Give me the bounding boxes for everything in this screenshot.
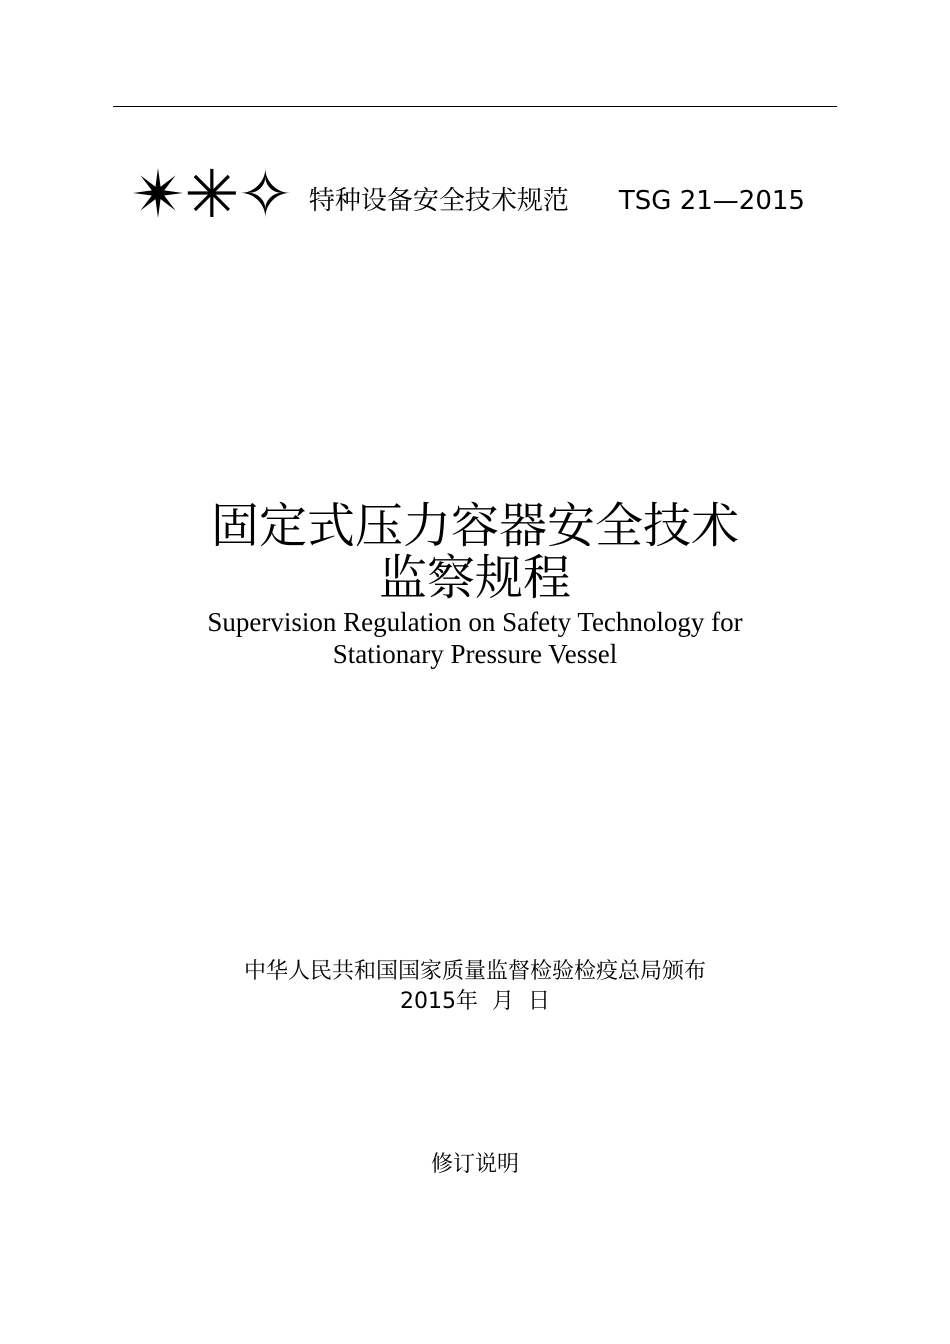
header-line bbox=[131, 156, 841, 233]
title-line-1: 固定式压力容器安全技术 bbox=[210, 498, 739, 554]
english-title-line-2: Stationary Pressure Vessel bbox=[332, 639, 618, 669]
top-rule bbox=[113, 106, 837, 107]
logo-star-icon: ✴✳✧ bbox=[131, 156, 291, 233]
english-title-line-1: Supervision Regulation on Safety Technology for bbox=[207, 607, 743, 637]
issuer-block bbox=[0, 957, 950, 1017]
series-label: 特种设备安全技术规范 bbox=[308, 186, 569, 216]
english-title bbox=[0, 606, 950, 670]
title-line-2: 监察规程 bbox=[378, 550, 571, 606]
revision-heading: 修订说明 bbox=[430, 1152, 519, 1177]
standard-code: TSG 21—2015 bbox=[618, 186, 805, 216]
document-title bbox=[0, 500, 950, 604]
issue-date: 2015年 月 日 bbox=[400, 989, 550, 1014]
issuer-name: 中华人民共和国国家质量监督检验检疫总局颁布 bbox=[243, 959, 706, 984]
